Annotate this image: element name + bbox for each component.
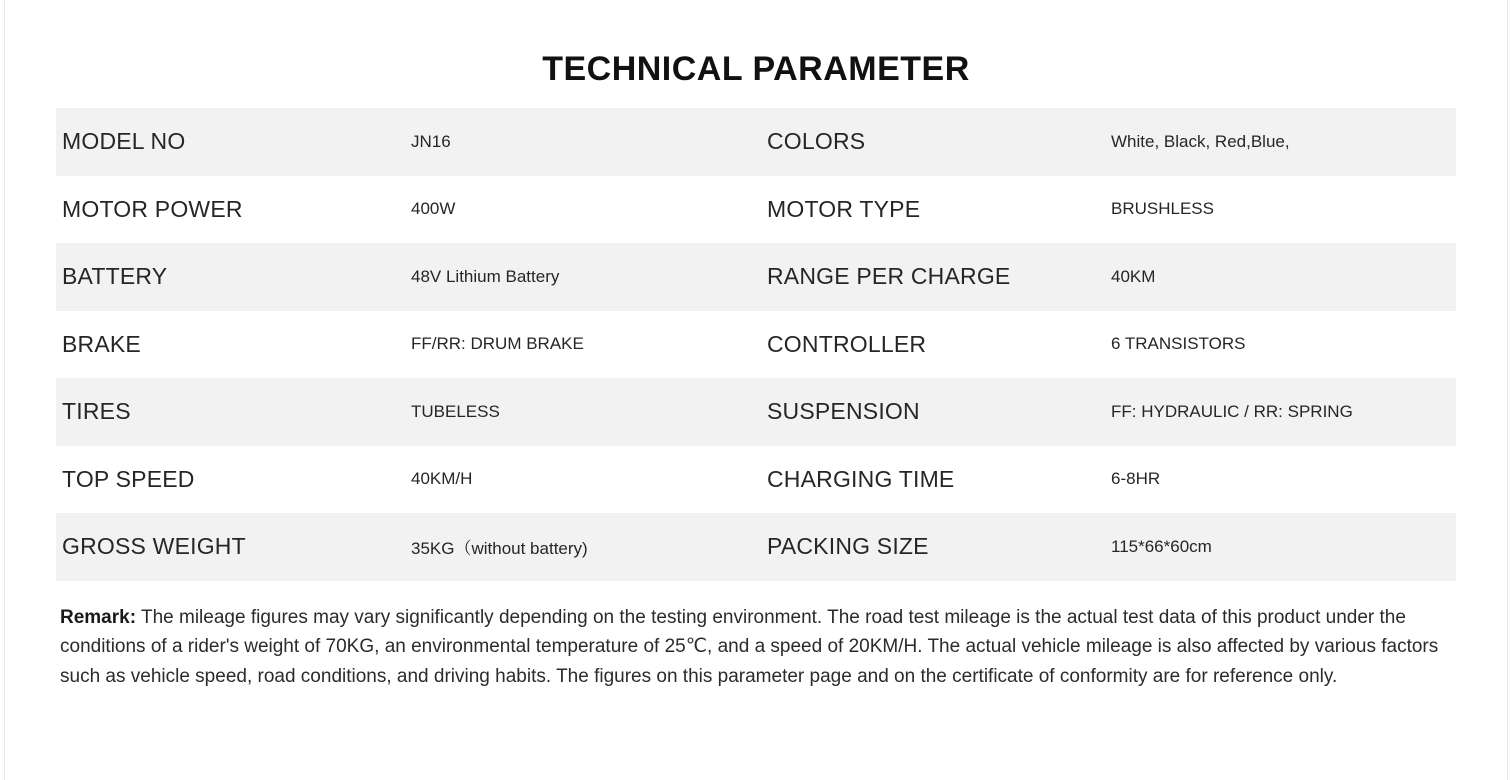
- spec-value-colors: White, Black, Red,Blue,: [1111, 131, 1290, 151]
- spec-value-tires: TUBELESS: [411, 401, 500, 421]
- spec-value-top-speed: 40KM/H: [411, 469, 473, 489]
- spec-value-motor-type: BRUSHLESS: [1111, 199, 1214, 219]
- spec-label-gross-weight: GROSS WEIGHT: [62, 533, 246, 560]
- spec-value-range-per-charge: 40KM: [1111, 266, 1156, 286]
- spec-label-top-speed: TOP SPEED: [62, 465, 195, 492]
- table-row: [56, 513, 1456, 581]
- page-title: TECHNICAL PARAMETER: [542, 50, 970, 88]
- spec-label-range-per-charge: RANGE PER CHARGE: [767, 263, 1011, 290]
- spec-value-controller: 6 TRANSISTORS: [1111, 334, 1246, 354]
- spec-label-motor-type: MOTOR TYPE: [767, 195, 921, 222]
- spec-sheet-page: [4, 0, 1508, 780]
- remark-text: The mileage figures may vary significantly depending on the testing environment. The road test mileage is the actual test data of this product under the conditions of a rider's weight of 70KG, an environmental temperature of 25℃, and a speed of 20KM/H. The actual vehicle mileage is also affected by various factors such as vehicle speed, road conditions, and driving habits. The figures on this parameter page and on the certificate of conformity are for reference only.: [60, 606, 1439, 687]
- spec-label-colors: COLORS: [767, 128, 866, 155]
- spec-value-battery: 48V Lithium Battery: [411, 266, 560, 286]
- spec-value-gross-weight: 35KG（without battery): [411, 539, 588, 559]
- table-row: [56, 243, 1456, 311]
- spec-value-charging-time: 6-8HR: [1111, 469, 1161, 489]
- remark-label: Remark:: [60, 606, 137, 628]
- spec-label-battery: BATTERY: [62, 263, 168, 290]
- spec-label-motor-power: MOTOR POWER: [62, 195, 243, 222]
- spec-label-charging-time: CHARGING TIME: [767, 465, 955, 492]
- table-row: [56, 108, 1456, 176]
- table-row: [56, 378, 1456, 446]
- spec-table: [56, 108, 1456, 581]
- spec-label-tires: TIRES: [62, 398, 131, 425]
- spec-value-model-no: JN16: [411, 131, 451, 151]
- table-row: [56, 176, 1456, 244]
- remark-paragraph: [60, 603, 1452, 692]
- spec-value-suspension: FF: HYDRAULIC / RR: SPRING: [1111, 401, 1353, 421]
- spec-label-packing-size: PACKING SIZE: [767, 533, 929, 560]
- spec-value-motor-power: 400W: [411, 199, 456, 219]
- table-row: [56, 446, 1456, 514]
- spec-value-brake: FF/RR: DRUM BRAKE: [411, 334, 584, 354]
- spec-label-brake: BRAKE: [62, 330, 141, 357]
- spec-label-controller: CONTROLLER: [767, 330, 927, 357]
- table-row: [56, 311, 1456, 379]
- spec-label-suspension: SUSPENSION: [767, 398, 920, 425]
- spec-value-packing-size: 115*66*60cm: [1111, 536, 1212, 556]
- spec-label-model-no: MODEL NO: [62, 128, 186, 155]
